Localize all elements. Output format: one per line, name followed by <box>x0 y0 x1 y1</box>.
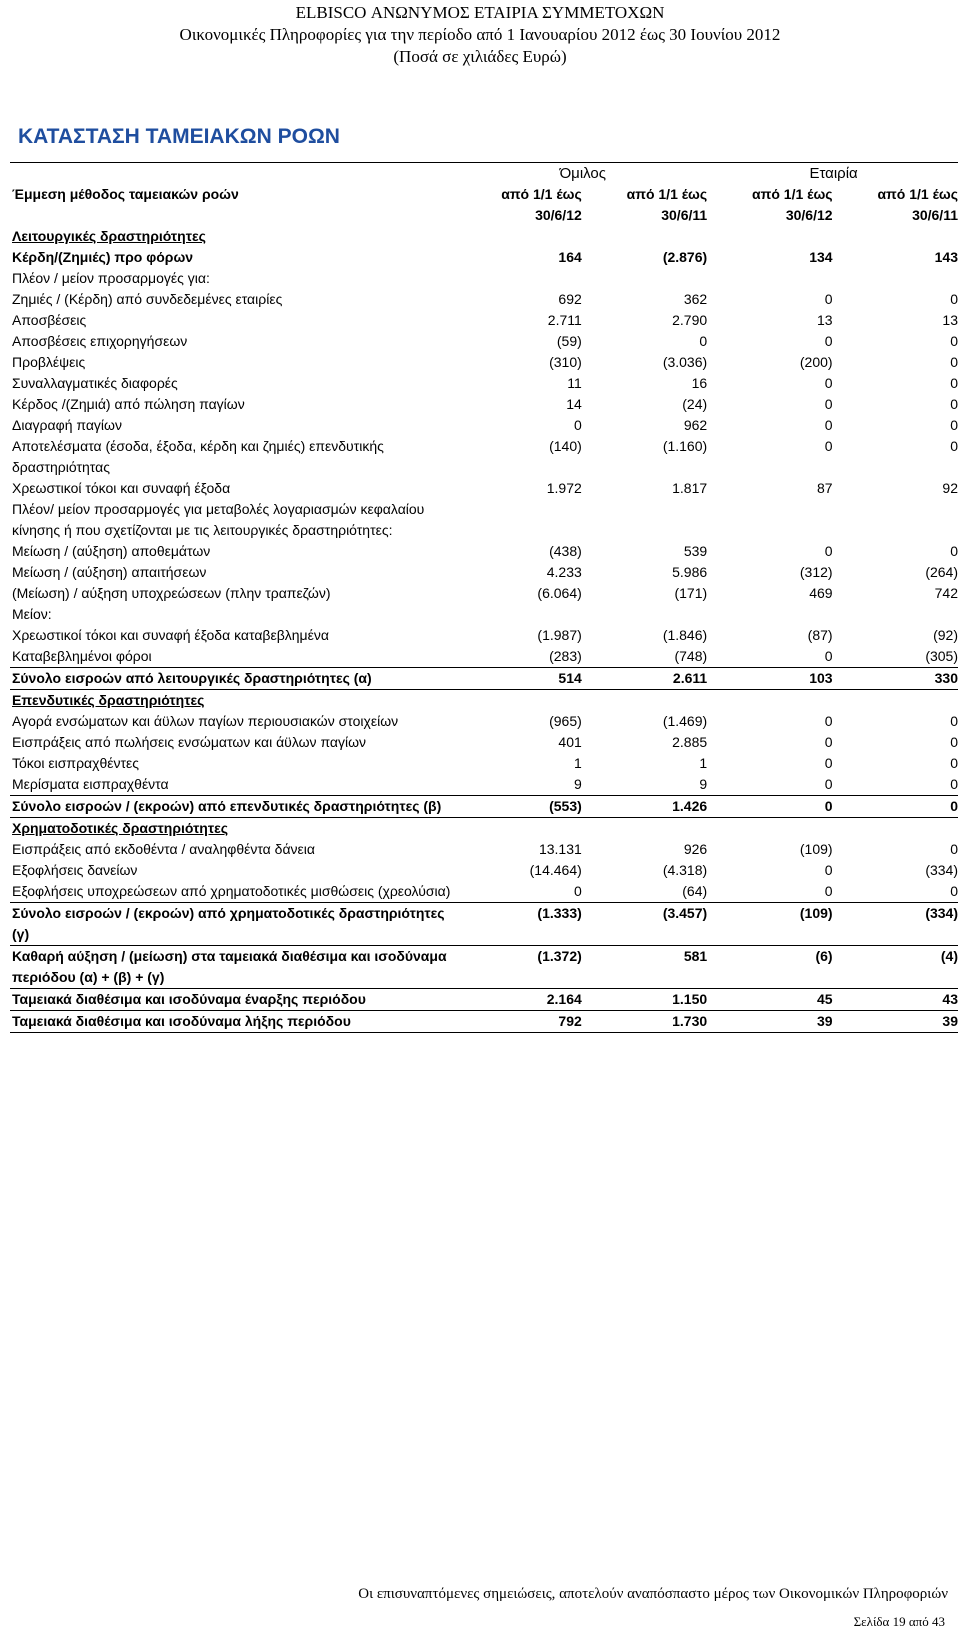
row-value: 92 <box>942 480 958 496</box>
row-value <box>456 604 581 625</box>
row-value: (748) <box>674 648 708 664</box>
row-label: Σύνολο εισροών από λειτουργικές δραστηριότητες (α) <box>10 668 456 690</box>
row-value <box>582 818 707 840</box>
row-value <box>582 690 707 712</box>
row-value: 0 <box>950 417 958 433</box>
table-row <box>10 352 958 373</box>
row-value: 0 <box>950 755 958 771</box>
row-value: 45 <box>707 989 832 1011</box>
row-value <box>582 604 707 625</box>
row-value: 2.711 <box>547 312 582 328</box>
row-label: Μείον: <box>12 606 52 622</box>
row-value <box>456 226 581 247</box>
row-label: Εισπράξεις από εκδοθέντα / αναληφθέντα δάνεια <box>12 841 315 857</box>
row-value: 9 <box>699 776 708 792</box>
column-header: από 1/1 έως 30/6/12 <box>501 186 582 223</box>
row-value: 16 <box>691 375 708 391</box>
row-value: 1 <box>573 755 582 771</box>
table-row <box>10 331 958 352</box>
row-value: 0 <box>950 354 958 370</box>
row-value: 14 <box>566 396 582 412</box>
row-value: 13.131 <box>538 841 582 857</box>
total-row <box>10 668 958 690</box>
row-label: Αποσβέσεις <box>12 312 87 328</box>
footer-note: Οι επισυναπτόμενες σημειώσεις, αποτελούν αναπόσπαστο μέρος των Οικονομικών Πληροφοριών <box>358 1586 948 1602</box>
table-row <box>10 774 958 796</box>
row-value: 0 <box>824 776 833 792</box>
row-value: 962 <box>683 417 708 433</box>
statement-title: ΚΑΤΑΣΤΑΣΗ ΤΑΜΕΙΑΚΩΝ ΡΟΩΝ <box>18 125 340 148</box>
row-value: (283) <box>549 648 582 664</box>
page-number: Σελίδα 19 από 43 <box>853 1614 945 1629</box>
table-row <box>10 732 958 753</box>
row-value <box>456 268 581 289</box>
row-label: Χρηματοδοτικές δραστηριότητες <box>12 820 229 836</box>
row-value: (171) <box>674 585 708 601</box>
amount-units: (Ποσά σε χιλιάδες Ευρώ) <box>393 47 567 66</box>
row-value: (109) <box>799 841 833 857</box>
row-value: 4.233 <box>546 564 582 580</box>
row-value: (92) <box>933 627 958 643</box>
row-value: (965) <box>549 713 582 729</box>
row-value: 0 <box>573 417 582 433</box>
row-value: (334) <box>925 862 958 878</box>
table-row <box>10 394 958 415</box>
table-row <box>10 839 958 860</box>
row-value: 539 <box>683 543 708 559</box>
row-value: (1.469) <box>662 713 708 729</box>
row-value: (14.464) <box>529 862 582 878</box>
group-header-group: Όμιλος <box>456 163 707 185</box>
row-value <box>582 226 707 247</box>
row-value: 0 <box>824 862 833 878</box>
row-value: 469 <box>809 585 833 601</box>
column-header: από 1/1 έως 30/6/11 <box>877 186 958 223</box>
row-label: Μείωση / (αύξηση) αποθεμάτων <box>12 543 211 559</box>
row-value <box>833 499 958 541</box>
row-value: 143 <box>934 249 958 265</box>
company-name: ELBISCO ΑΝΩΝΥΜΟΣ ΕΤΑΙΡΙΑ ΣΥΜΜΕΤΟΧΩΝ <box>295 3 665 22</box>
table-row <box>10 310 958 331</box>
row-value: 13 <box>942 312 958 328</box>
row-label: Διαγραφή παγίων <box>12 417 122 433</box>
row-value: 0 <box>950 333 958 349</box>
row-label: Εισπράξεις από πωλήσεις ενσώματων και άϋλων παγίων <box>12 734 367 750</box>
row-value: (312) <box>799 564 833 580</box>
row-value <box>456 818 581 840</box>
row-value: 1.730 <box>582 1011 707 1033</box>
row-label: Επενδυτικές δραστηριότητες <box>12 692 205 708</box>
row-value: 514 <box>456 668 581 690</box>
row-value: 11 <box>567 375 582 391</box>
row-value: 0 <box>824 713 833 729</box>
row-value: (1.987) <box>537 627 582 643</box>
row-value: 0 <box>824 734 833 750</box>
column-header: από 1/1 έως 30/6/12 <box>752 186 833 223</box>
row-value: 5.986 <box>672 564 708 580</box>
table-row <box>10 541 958 562</box>
row-value <box>833 268 958 289</box>
row-value: 43 <box>833 989 958 1011</box>
table-row <box>10 646 958 668</box>
row-label: Αγορά ενσώματων και άϋλων παγίων περιουσιακών στοιχείων <box>12 713 399 729</box>
row-label: Κέρδος /(Ζημιά) από πώληση παγίων <box>12 396 245 412</box>
row-value: 1.150 <box>582 989 707 1011</box>
row-value: 0 <box>833 796 958 818</box>
row-value: 87 <box>816 480 833 496</box>
row-value <box>707 499 832 541</box>
row-label: Χρεωστικοί τόκοι και συναφή έξοδα καταβεβλημένα <box>12 627 329 643</box>
row-value: 0 <box>950 396 958 412</box>
row-value: 0 <box>824 543 833 559</box>
row-value: 401 <box>558 734 582 750</box>
table-row <box>10 373 958 394</box>
row-value <box>707 604 832 625</box>
row-value: 0 <box>707 796 832 818</box>
row-value <box>833 690 958 712</box>
row-value: 692 <box>558 291 582 307</box>
row-value: 792 <box>456 1011 581 1033</box>
table-row <box>10 583 958 604</box>
cash-flow-rows <box>10 226 958 1033</box>
row-value: (6) <box>707 946 832 989</box>
row-label: Ταμειακά διαθέσιμα και ισοδύναμα έναρξης περιόδου <box>10 989 456 1011</box>
row-label: Σύνολο εισροών / (εκροών) από επενδυτικές δραστηριότητες (β) <box>10 796 456 818</box>
row-value: 362 <box>683 291 708 307</box>
row-value: 0 <box>824 438 833 454</box>
row-value <box>707 226 832 247</box>
row-label: Σύνολο εισροών / (εκροών) από χρηματοδοτικές δραστηριότητες (γ) <box>10 903 456 946</box>
table-row <box>10 247 958 268</box>
row-label: Πλέον/ μείον προσαρμογές για μεταβολές λογαριασμών κεφαλαίου κίνησης ή που σχετίζονται με τις λειτουργικές δραστηριότητες: <box>12 501 425 538</box>
row-value: (64) <box>682 883 708 899</box>
row-value: 1.817 <box>672 480 708 496</box>
total-row <box>10 989 958 1011</box>
section-row <box>10 690 958 712</box>
row-value <box>707 818 832 840</box>
table-row <box>10 881 958 903</box>
row-label: Προβλέψεις <box>12 354 86 370</box>
table-row <box>10 436 958 478</box>
row-value: 0 <box>824 755 833 771</box>
group-header-row <box>10 163 958 185</box>
row-value: 2.611 <box>582 668 707 690</box>
row-label: Χρεωστικοί τόκοι και συναφή έξοδα <box>12 480 231 496</box>
row-value: 0 <box>950 438 958 454</box>
total-row <box>10 903 958 946</box>
row-value: 0 <box>824 396 833 412</box>
table-row <box>10 499 958 541</box>
row-value: 2.885 <box>672 734 708 750</box>
cash-flow-table <box>10 162 958 1033</box>
table-row <box>10 753 958 774</box>
row-value: (2.876) <box>662 249 708 265</box>
row-value: (310) <box>549 354 582 370</box>
group-header-company: Εταιρία <box>707 163 958 185</box>
row-value: (4) <box>833 946 958 989</box>
row-value: 0 <box>573 883 582 899</box>
row-value: 0 <box>824 375 833 391</box>
row-value: (1.333) <box>456 903 581 946</box>
row-label: Κέρδη/(Ζημιές) προ φόρων <box>12 249 194 265</box>
row-value: 0 <box>950 375 958 391</box>
row-value: 134 <box>809 249 833 265</box>
total-row <box>10 796 958 818</box>
row-value: 0 <box>950 291 958 307</box>
row-value: 1.426 <box>582 796 707 818</box>
row-label: Εξοφλήσεις δανείων <box>12 862 138 878</box>
row-value: (305) <box>925 648 958 664</box>
row-value: 0 <box>950 841 958 857</box>
row-value: 164 <box>558 249 582 265</box>
report-period: Οικονομικές Πληροφορίες για την περίοδο από 1 Ιανουαρίου 2012 έως 30 Ιουνίου 2012 <box>179 25 781 44</box>
row-value <box>582 268 707 289</box>
row-label: Καταβεβλημένοι φόροι <box>12 648 152 664</box>
row-value: 581 <box>582 946 707 989</box>
row-label: Συναλλαγματικές διαφορές <box>12 375 178 391</box>
row-label: Αποτελέσματα (έσοδα, έξοδα, κέρδη και ζημιές) επενδυτικής δραστηριότητας <box>12 438 384 475</box>
row-value: (24) <box>682 396 708 412</box>
total-row <box>10 946 958 989</box>
column-header: από 1/1 έως 30/6/11 <box>626 186 708 223</box>
row-value: (438) <box>549 543 582 559</box>
row-value: 0 <box>950 713 958 729</box>
row-value <box>833 604 958 625</box>
row-label: Ταμειακά διαθέσιμα και ισοδύναμα λήξης περιόδου <box>10 1011 456 1033</box>
row-value: (109) <box>707 903 832 946</box>
row-value: 103 <box>707 668 832 690</box>
row-value: (87) <box>807 627 833 643</box>
row-value <box>833 818 958 840</box>
total-row <box>10 1011 958 1033</box>
row-value: 0 <box>824 883 833 899</box>
row-label: Τόκοι εισπραχθέντες <box>12 755 140 771</box>
section-row <box>10 226 958 247</box>
table-row <box>10 562 958 583</box>
row-value: (140) <box>549 438 582 454</box>
table-row <box>10 604 958 625</box>
row-value: (59) <box>556 333 582 349</box>
row-value: (4.318) <box>662 862 708 878</box>
row-value: 2.790 <box>672 312 708 328</box>
row-value: 926 <box>683 841 708 857</box>
table-row <box>10 415 958 436</box>
row-value: 0 <box>950 734 958 750</box>
row-label: Αποσβέσεις επιχορηγήσεων <box>12 333 188 349</box>
row-value: 1 <box>699 755 708 771</box>
row-value <box>582 499 707 541</box>
row-value <box>707 268 832 289</box>
table-row <box>10 625 958 646</box>
section-row <box>10 818 958 840</box>
row-value: 0 <box>950 776 958 792</box>
row-value: (1.372) <box>456 946 581 989</box>
table-row <box>10 289 958 310</box>
row-value: 0 <box>824 417 833 433</box>
row-value: 1.972 <box>546 480 582 496</box>
row-label: Μερίσματα εισπραχθέντα <box>12 776 169 792</box>
row-value: 0 <box>824 291 833 307</box>
table-row <box>10 478 958 499</box>
row-label: (Μείωση) / αύξηση υποχρεώσεων (πλην τραπεζών) <box>12 585 331 601</box>
row-label: Εξοφλήσεις υποχρεώσεων από χρηματοδοτικές μισθώσεις (χρεολύσια) <box>12 883 451 899</box>
row-value <box>456 499 581 541</box>
row-value: 0 <box>699 333 708 349</box>
method-label: Έμμεση μέθοδος ταμειακών ροών <box>12 186 239 202</box>
row-value: 9 <box>573 776 582 792</box>
row-value: (1.160) <box>662 438 708 454</box>
table-row <box>10 711 958 732</box>
row-value <box>456 690 581 712</box>
row-value: 0 <box>950 883 958 899</box>
row-value: 2.164 <box>456 989 581 1011</box>
table-row <box>10 268 958 289</box>
row-label: Λειτουργικές δραστηριότητες <box>12 228 206 244</box>
row-value: 39 <box>707 1011 832 1033</box>
row-value: (3.457) <box>582 903 707 946</box>
row-value: (200) <box>799 354 833 370</box>
row-value: 13 <box>816 312 833 328</box>
row-value: (264) <box>925 564 958 580</box>
row-value: 0 <box>824 648 833 664</box>
row-value <box>833 226 958 247</box>
row-value: 0 <box>950 543 958 559</box>
row-value: 39 <box>833 1011 958 1033</box>
row-label: Καθαρή αύξηση / (μείωση) στα ταμειακά διαθέσιμα και ισοδύναμα περιόδου (α) + (β) + (γ) <box>10 946 456 989</box>
row-value: (1.846) <box>662 627 708 643</box>
row-value: (6.064) <box>537 585 582 601</box>
row-value: 330 <box>833 668 958 690</box>
row-label: Πλέον / μείον προσαρμογές για: <box>12 270 210 286</box>
row-label: Μείωση / (αύξηση) απαιτήσεων <box>12 564 207 580</box>
row-value: (3.036) <box>662 354 708 370</box>
row-value: (553) <box>456 796 581 818</box>
row-value: (334) <box>833 903 958 946</box>
table-row <box>10 860 958 881</box>
column-header-row <box>10 184 958 226</box>
row-value: 0 <box>824 333 833 349</box>
row-value: 742 <box>934 585 958 601</box>
row-label: Ζημιές / (Κέρδη) από συνδεδεμένες εταιρίες <box>12 291 283 307</box>
row-value <box>707 690 832 712</box>
